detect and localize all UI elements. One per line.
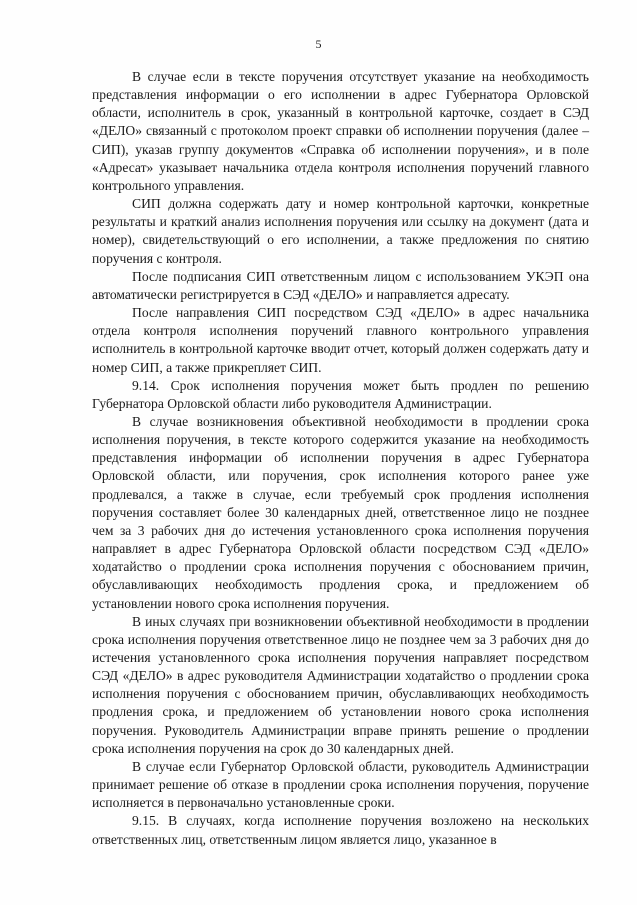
paragraph-sip-report: После направления СИП посредством СЭД «ДЕЛО» в адрес начальника отдела контроля исполнения поручений главного контрольного управления исполнитель в контрольной карточке вводит отчет, который должен содержать дату и номер СИП, а также прикрепляет СИП. [92,305,589,375]
paragraph-sip-creation: В случае если в тексте поручения отсутствует указание на необходимость представления информации о его исполнении в адрес Губернатора Орловской области, исполнитель в срок, указанный в контрольной карточке, создает в СЭД «ДЕЛО» связанный с протоколом проект справки об исполнении поручения (далее – СИП), указав группу документов «Справка об исполнении поручения», и в поле «Адресат» указывает начальника отдела контроля исполнения поручений главного контрольного управления. [92,69,589,193]
paragraph-extension-administration: В иных случаях при возникновении объективной необходимости в продлении срока исполнения поручения ответственное лицо не позднее чем за 3 рабочих дня до истечения установленного срока исполнения поручения направляет посредством СЭД «ДЕЛО» в адрес руководителя Администрации ходатайство о продлении срока исполнения поручения с обоснованием причин, обуславливающих необходимость продления срока, и предложением об установлении нового срока исполнения поручения. Руководитель Администрации вправе принять решение о продлении срока исполнения поручения на срок до 30 календарных дней. [92,613,589,756]
document-body [92,68,589,849]
paragraph-sip-content: СИП должна содержать дату и номер контрольной карточки, конкретные результаты и краткий анализ исполнения поручения или ссылку на документ (дата и номер), свидетельствующий о его исполнении, а также предложения по снятию поручения с контроля. [92,196,589,266]
paragraph-extension-refusal: В случае если Губернатор Орловской области, руководитель Администрации принимает решение об отказе в продлении срока исполнения поручения, поручение исполняется в первоначально установленные сроки. [92,758,589,811]
paragraph-9-15: 9.15. В случаях, когда исполнение поручения возложено на нескольких ответственных лиц, ответственным лицом является лицо, указанное в [92,813,589,847]
page-number: 5 [315,37,322,51]
paragraph-sip-signing: После подписания СИП ответственным лицом с использованием УКЭП она автоматически регистрируется в СЭД «ДЕЛО» и направляется адресату. [92,268,589,302]
paragraph-extension-governor: В случае возникновения объективной необходимости в продлении срока исполнения поручения, в тексте которого содержится указание на необходимость представления информации об исполнении поручения в адрес Губернатора Орловской области, или поручения, срок исполнения которого ранее уже продлевался, а также в случае, если требуемый срок продления исполнения поручения составляет более 30 календарных дней, ответственное лицо не позднее чем за 3 рабочих дня до истечения установленного срока исполнения поручения направляет в адрес Губернатора Орловской области посредством СЭД «ДЕЛО» ходатайство о продлении срока исполнения поручения с обоснованием причин, обуславливающих необходимость продления срока, и предложением об установлении нового срока исполнения поручения. [92,413,589,611]
paragraph-9-14: 9.14. Срок исполнения поручения может быть продлен по решению Губернатора Орловской области либо руководителя Администрации. [92,377,589,411]
